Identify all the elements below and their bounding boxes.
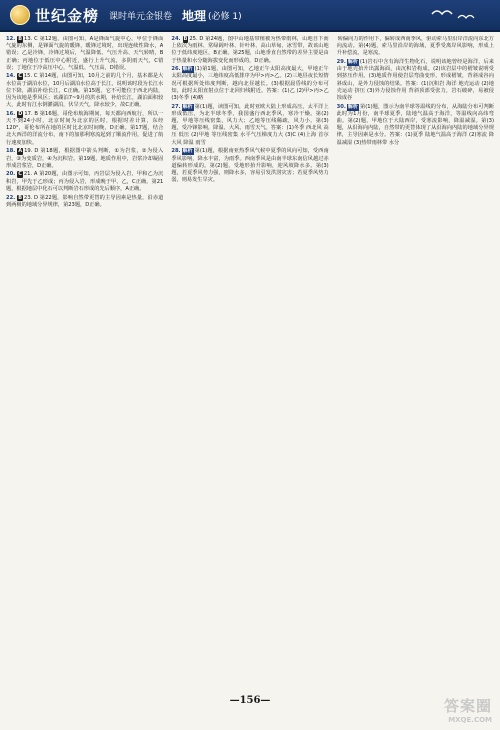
- answer-paragraph: 转偏向力的作用下，偏转成西南季风，驱动索马里沿岸洋流向东北方向流动。第(4)题，索马里沿岸的海域，夏季受离岸风影响，形成上升补偿流，是寒流。: [336, 36, 494, 57]
- page-header: [0, 0, 500, 32]
- answer-content: [6, 36, 494, 686]
- subject-title: 地理: [182, 8, 207, 23]
- answer-paragraph: 27. 解析 第(1)题，读图可知，此时亚欧大陆上形成高压，太平洋上形成低压，为北半球冬季，我国盛行西北季风，寒冷干燥。第(2)题，甲地等压线密集，风力大；乙地等压线稀疏，风力小。第(3)题，受冷锋影响，降温、大风、雨雪天气。答案：(1)冬季 西北风 高压 低压 (2)甲地 等压线密集 水平气压梯度力大 (3)C (4)上海 首尔 大风 降温 雨雪: [171, 103, 329, 146]
- brand-name: 世纪金榜: [35, 6, 100, 25]
- column-1: [6, 36, 163, 686]
- answer-paragraph: 24. B 25. D 第24题，图中山地基带植被为热带雨林，山地自下而上依次为雨林、常绿阔叶林、针叶林、高山草甸、冰雪带，故该山地位于低纬度地区，B正确。第25题，山地垂直自然带的差异主要是由于热量和水分随海拔变化而形成的，D正确。: [171, 36, 329, 64]
- answer-paragraph: 12. B 13. C 第12题，由图可知，A是锋面气旋中心，甲位于锋面气旋的东侧，是锋面气旋的暖锋，暖锋过境时，出现连续性降水，A错误；乙是冷锋，冷锋过境后，气温降低、气压升高、天气转晴，B正确；丙地位于低压中心附近，盛行上升气流，多阴雨天气，C错误；丁地位于冷高压中心，气温低、气压高，D错误。: [6, 36, 164, 71]
- watermark-url: MXQE.COM: [448, 716, 492, 724]
- globe-icon: [10, 5, 30, 25]
- answer-paragraph: 28. 解析 第(1)题，根据南亚热季风气候中夏季的风向可知，受西南季风影响，降水丰富，为雨季。西南季风是由南半球东南信风越过赤道偏转形成的。第(2)题，受地形抬升影响，迎风坡降水多。第(3)题，若夏季风势力强，则降水多，容易引发洪涝灾害；若夏季风势力弱，则易发生旱灾。: [171, 148, 329, 184]
- birds-icon: [430, 4, 480, 24]
- volume-label: (必修 1): [208, 11, 242, 22]
- answer-paragraph: 22. B 23. D 第22题，影响自然带更替的主导因素是热量，沿赤道到两极的地域分异规律，第23题，D正确。: [6, 194, 164, 208]
- series-title: 课时单元金银卷: [109, 11, 173, 22]
- column-2: [171, 36, 328, 686]
- watermark: [444, 695, 492, 724]
- answer-paragraph: 20. C 21. A 第20题，由图示可知，丙岩层为侵入岩，甲和乙为沉积岩，甲先于乙形成；丙为侵入岩，形成晚于甲、乙，C正确。第21题，根据地层中化石可以判断岩石形成的先后顺序，A正确。: [6, 171, 164, 192]
- answer-paragraph: 14. C 15. C 第14题，由图可知，10月之前的几个月，基本都是大水位高于湖泊水位，10月后湖泊水位高于长江，说明该时段为长江水位下降，湖泊补给长江，C正确。第15题，它不可能位于西北内陆，因为该地是季风区；该湖泊7~9月的洪水期，补给长江，湖泊面积较大，此时有江水倒灌湖泊，伏旱天气，降水较少，故C正确。: [6, 73, 164, 109]
- answer-paragraph: 29. 解析 (1)岩石中含有海洋生物化石，说明该地曾经是海洋，后来由于地壳抬升出露海面，由沉积岩构成。(2)该岩层中的褶皱说明受到挤压作用。(3)地质作用使岩层弯曲变形，形成褶皱，背斜成谷向斜成山，是外力侵蚀的结果。答案：(1)沉积岩 海洋 地壳运动 (2)地壳运动 挤压 (3)外力侵蚀作用 背斜顶部受张力，岩石破碎，易被侵蚀成谷: [336, 59, 494, 101]
- column-3: [337, 36, 494, 686]
- answer-paragraph: 26. 解析 (1)第1题，由图可知，乙地正午太阳高度最大，甲地正午太阳高度最小，三地纬度高低排序为甲>丙>乙。(2)三地昼夜长短情况可根据所处纬度判断，越向北昼越长。(3)根据晨昏线的分布可知，此时太阳直射点位于北回归线附近。答案：(1)乙 (2)甲>丙>乙 (3)冬季 (4)略: [171, 66, 329, 101]
- watermark-logo: 答案圈: [443, 697, 492, 715]
- answer-paragraph: 18. A 19. D 第18题，根据图中箭头判断，①为岩浆，②为侵入岩，③为变质岩，④为沉积岩。第19题，地质作用中，岩浆冷却凝固形成岩浆岩，D正确。: [6, 148, 164, 169]
- page-number: —156—: [229, 695, 271, 706]
- brand-logo: [10, 5, 99, 26]
- answer-paragraph: 30. 解析 第(1)题，图示为南半球等温线的分布，从海陆分布可判断此时为1月份，南半球夏季，陆地气温高于海洋，等温线向高纬弯曲。第(2)题，甲地位于大陆西岸，受寒流影响，降温减湿。第(3)题，从沿海向内陆，自然带的更替体现了从沿海向内陆的地域分异规律，主导因素是水分。答案：(1)夏季 陆地气温高于海洋 (2)寒流 降温减湿 (3)热带雨林带 水分: [336, 103, 494, 146]
- answer-paragraph: 16. D 17. B 第16题，哥伦布航海期间，每天都向西航行，所以一天不到24小时，北京时间为北京的区时，根据时差计算，东经120°，哥伦布所在地的区时比北京时间晚，D正确。第17题，结合北大西洋的洋流分布，南下的加那利寒流起到了顺流作用，促进了航行速度加快。: [6, 110, 164, 146]
